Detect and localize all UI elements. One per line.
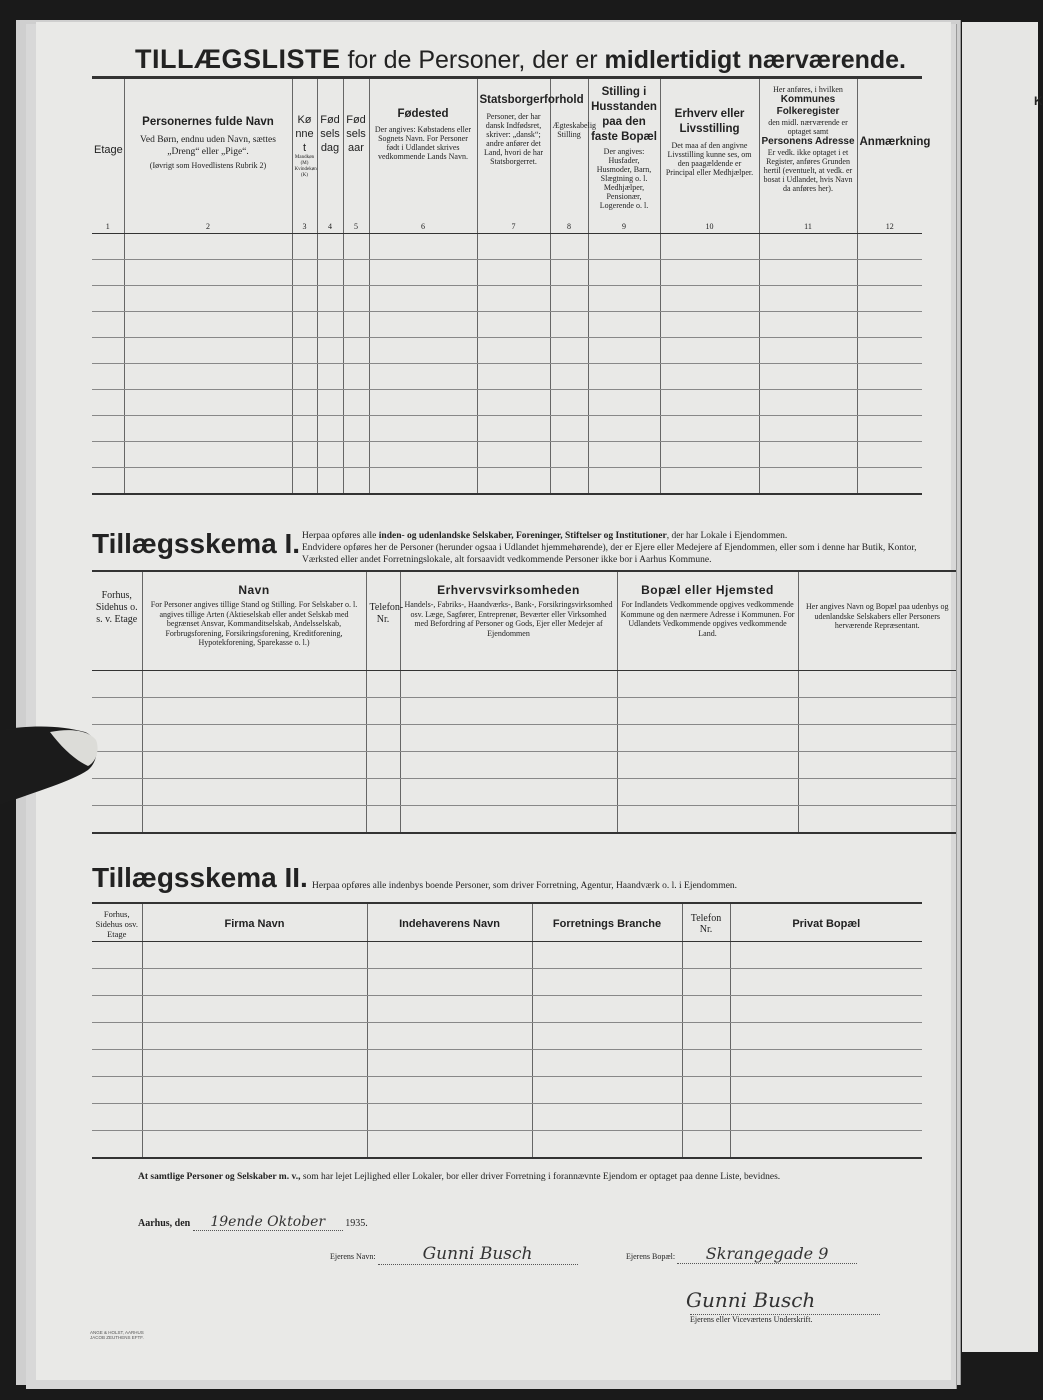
table-cell — [124, 338, 292, 364]
table-cell — [92, 364, 124, 390]
table-cell — [369, 364, 477, 390]
table-cell — [124, 312, 292, 338]
table-cell — [532, 1077, 682, 1104]
schema1-title: Tillægsskema I. — [92, 528, 301, 559]
table-cell — [532, 942, 682, 969]
table-cell — [343, 416, 369, 442]
table-cell — [367, 1023, 532, 1050]
table-cell — [588, 312, 660, 338]
table-cell — [857, 442, 922, 468]
table-cell — [92, 286, 124, 312]
schema2-title: Tillægsskema II. — [92, 862, 308, 893]
table-cell — [142, 1077, 367, 1104]
table-cell — [292, 364, 317, 390]
table-cell — [92, 468, 124, 495]
col-address: Her anføres, i hvilken Kommunes Folkeregister den midl. nærværende er optaget samt Personens Adresse Er vedk. ikke optaget i et Register, anføres Grunden hertil (eventuelt, at vedk. er bosat i Udlandet, hvis Navn da anføres her). 11 — [759, 78, 857, 234]
table-cell — [400, 725, 617, 752]
table-cell — [798, 806, 956, 834]
col-citizenship: Statsborgerforhold Personer, der har dansk Indfødsret, skriver: „dansk“; andre anfører det Land, hvori de har Statsborgerret. 7 — [477, 78, 550, 234]
table-cell — [759, 286, 857, 312]
table-cell — [367, 969, 532, 996]
table-cell — [142, 969, 367, 996]
table-cell — [367, 1131, 532, 1159]
table-cell — [142, 752, 366, 779]
table-row — [92, 806, 956, 834]
table-cell — [682, 1131, 730, 1159]
table-cell — [369, 390, 477, 416]
table-cell — [660, 312, 759, 338]
table-cell — [142, 1023, 367, 1050]
thumb-image — [0, 720, 100, 820]
table-row — [92, 338, 922, 364]
title-main: TILLÆGSLISTE — [135, 44, 341, 74]
s2-col-firm: Firma Navn — [142, 903, 367, 942]
table-cell — [682, 969, 730, 996]
s1-col-name: Navn For Personer angives tillige Stand og Stilling. For Selskaber o. l. angives tillige Arten (Aktieselskab eller andet Selskab med begrænset Ansvar, Kommanditselskab, Andelsselskab, Forbrugsforening, Forsikringsforening, Kreditforening, Hypotekforening, Sparekasse o. l.) — [142, 571, 366, 671]
table-cell — [730, 1050, 922, 1077]
table-cell — [660, 468, 759, 495]
owner-address-handwritten: Skrangegade 9 — [677, 1244, 857, 1264]
table-cell — [92, 338, 124, 364]
col-birthday: Fødselsdag 4 — [317, 78, 343, 234]
table-cell — [730, 942, 922, 969]
facing-page-letter: K — [1034, 94, 1043, 108]
title-emphasis: midlertidigt nærværende. — [604, 46, 906, 74]
table-row — [92, 752, 956, 779]
col-household: Stilling i Husstanden paa den faste Bopæl Der angives: Husfader, Husmoder, Barn, Slægtning o. l. Medhjælper, Pensionær, Logerende o. l. 9 — [588, 78, 660, 234]
table-cell — [588, 416, 660, 442]
table-cell — [759, 312, 857, 338]
table-cell — [759, 364, 857, 390]
table-cell — [292, 312, 317, 338]
table-row — [92, 286, 922, 312]
table-cell — [92, 1131, 142, 1159]
table-cell — [857, 286, 922, 312]
date-handwritten: 19ende Oktober — [193, 1214, 343, 1231]
table-cell — [588, 260, 660, 286]
title-middle: for de Personer, der er — [347, 46, 598, 74]
s1-col-phone: Telefon-Nr. — [366, 571, 400, 671]
table-cell — [660, 364, 759, 390]
table-cell — [477, 312, 550, 338]
table-cell — [588, 468, 660, 495]
s1-col-floor: Forhus, Sidehus o. s. v. Etage — [92, 571, 142, 671]
table-cell — [532, 1050, 682, 1077]
table-cell — [682, 1050, 730, 1077]
table-row — [92, 234, 922, 260]
table-cell — [550, 390, 588, 416]
table-cell — [477, 390, 550, 416]
table-cell — [759, 390, 857, 416]
table-cell — [550, 416, 588, 442]
table-cell — [617, 806, 798, 834]
table-cell — [343, 390, 369, 416]
table-row — [92, 725, 956, 752]
table-cell — [369, 260, 477, 286]
table-cell — [142, 942, 367, 969]
table-row — [92, 671, 956, 698]
table-row — [92, 442, 922, 468]
table-cell — [292, 416, 317, 442]
table-cell — [343, 364, 369, 390]
table-cell — [124, 416, 292, 442]
table-cell — [759, 442, 857, 468]
schema1-table — [92, 570, 956, 834]
schema2-rows — [92, 942, 922, 1159]
table-cell — [92, 442, 124, 468]
table-cell — [550, 260, 588, 286]
table-cell — [142, 996, 367, 1023]
s2-col-owner: Indehaverens Navn — [367, 903, 532, 942]
s2-col-floor: Forhus, Sidehus osv. Etage — [92, 903, 142, 942]
table-cell — [142, 779, 366, 806]
table-row — [92, 416, 922, 442]
table-cell — [366, 725, 400, 752]
table-cell — [588, 442, 660, 468]
table-cell — [317, 338, 343, 364]
table-cell — [617, 698, 798, 725]
table-cell — [369, 338, 477, 364]
main-supplement-table — [92, 76, 931, 495]
owner-name-line: Ejerens Navn: Gunni Busch — [330, 1244, 578, 1265]
table-cell — [124, 286, 292, 312]
table-cell — [343, 312, 369, 338]
table-cell — [857, 338, 922, 364]
table-cell — [550, 468, 588, 495]
table-row — [92, 996, 922, 1023]
table-cell — [660, 260, 759, 286]
table-cell — [730, 996, 922, 1023]
col-birthyear: Fødselsaar 5 — [343, 78, 369, 234]
table-cell — [369, 312, 477, 338]
table-row — [92, 1023, 922, 1050]
table-cell — [660, 390, 759, 416]
s1-col-residence: Bopæl eller Hjemsted For Indlandets Vedkommende opgives vedkommende Kommune og den nærmere Adresse i Kommunen. For Udlandets Vedkommende opgives vedkommende Land. — [617, 571, 798, 671]
table-cell — [92, 1023, 142, 1050]
table-cell — [366, 752, 400, 779]
table-cell — [617, 752, 798, 779]
table-cell — [617, 671, 798, 698]
table-cell — [292, 260, 317, 286]
table-cell — [317, 286, 343, 312]
col-name: Personernes fulde Navn Ved Børn, endnu uden Navn, sættes „Dreng“ eller „Pige“. (Iøvrigt som Hovedlistens Rubrik 2) 2 — [124, 78, 292, 234]
table-cell — [124, 442, 292, 468]
table-cell — [369, 416, 477, 442]
table-cell — [343, 468, 369, 495]
table-cell — [660, 234, 759, 260]
table-cell — [92, 671, 142, 698]
schema1-rows — [92, 671, 956, 834]
table-cell — [142, 725, 366, 752]
table-cell — [367, 1104, 532, 1131]
table-cell — [366, 671, 400, 698]
table-cell — [343, 338, 369, 364]
col-birthplace: Fødested Der angives: Købstadens eller Sognets Navn. For Personer født i Udlandet skrives vedkommende Lands Navn. 6 — [369, 78, 477, 234]
table-cell — [682, 942, 730, 969]
table-cell — [730, 969, 922, 996]
table-row — [92, 468, 922, 495]
table-cell — [369, 234, 477, 260]
table-cell — [142, 671, 366, 698]
table-cell — [343, 286, 369, 312]
table-cell — [317, 234, 343, 260]
table-cell — [550, 286, 588, 312]
printer-mark: ANGE & HOLST, AARHUS JACOB ZEUTHENS EFTF. — [90, 1330, 144, 1340]
table-row — [92, 779, 956, 806]
table-row — [92, 1050, 922, 1077]
table-cell — [124, 364, 292, 390]
table-cell — [124, 390, 292, 416]
table-cell — [292, 286, 317, 312]
table-cell — [857, 390, 922, 416]
table-cell — [142, 1131, 367, 1159]
table-cell — [857, 364, 922, 390]
table-cell — [124, 260, 292, 286]
table-cell — [400, 779, 617, 806]
table-cell — [477, 364, 550, 390]
table-cell — [660, 338, 759, 364]
table-cell — [343, 234, 369, 260]
table-cell — [477, 442, 550, 468]
table-row — [92, 1077, 922, 1104]
table-cell — [366, 779, 400, 806]
schema1-description: Herpaa opføres alle inden- og udenlandske Selskaber, Foreninger, Stiftelser og Institutioner, der har Lokale i Ejendommen. Endvidere opføres her de Personer (herunder ogsaa i Udlandet hjemmehørende), der er Ejere eller Medejere af Ejendommen, eller som i denne har Butik, Kontor, Værksted eller andet Forretningslokale, alt forsaavidt vedkommende Personer ikke bor i Aarhus Kommune. — [302, 531, 917, 565]
table-cell — [730, 1077, 922, 1104]
table-cell — [588, 390, 660, 416]
table-cell — [550, 364, 588, 390]
table-cell — [857, 468, 922, 495]
table-row — [92, 390, 922, 416]
col-etage: Etage 1 — [92, 78, 124, 234]
table-cell — [92, 942, 142, 969]
table-cell — [730, 1104, 922, 1131]
schema2-description: Herpaa opføres alle indenbys boende Personer, som driver Forretning, Agentur, Haandværk o. l. i Ejendommen. — [312, 881, 738, 891]
table-cell — [798, 698, 956, 725]
table-cell — [857, 416, 922, 442]
table-cell — [317, 312, 343, 338]
table-cell — [532, 969, 682, 996]
table-row — [92, 942, 922, 969]
table-cell — [366, 806, 400, 834]
table-cell — [400, 752, 617, 779]
table-cell — [588, 286, 660, 312]
table-cell — [617, 779, 798, 806]
table-cell — [317, 468, 343, 495]
table-cell — [317, 416, 343, 442]
table-cell — [660, 286, 759, 312]
table-cell — [532, 1104, 682, 1131]
table-cell — [317, 442, 343, 468]
table-cell — [92, 260, 124, 286]
table-cell — [857, 312, 922, 338]
table-cell — [550, 312, 588, 338]
owner-address-line: Ejerens Bopæl: Skrangegade 9 — [626, 1244, 857, 1264]
col-remarks: Anmærkning 12 — [857, 78, 922, 234]
table-cell — [367, 1050, 532, 1077]
table-cell — [92, 390, 124, 416]
table-cell — [477, 416, 550, 442]
table-cell — [532, 1131, 682, 1159]
s1-col-business: Erhvervsvirksomheden Handels-, Fabriks-, Haandværks-, Bank-, Forsikringsvirksomhed osv. Læge, Sagfører, Entreprenør, Beværter eller Virksomhed med Befordring af Personer og Gods, Ejer eller Medejer af Ejendommen — [400, 571, 617, 671]
table-cell — [857, 260, 922, 286]
s2-col-private-address: Privat Bopæl — [730, 903, 922, 942]
table-cell — [550, 442, 588, 468]
table-cell — [292, 338, 317, 364]
table-cell — [660, 416, 759, 442]
table-cell — [317, 390, 343, 416]
table-cell — [477, 234, 550, 260]
table-cell — [759, 416, 857, 442]
table-cell — [798, 671, 956, 698]
table1-rows — [92, 234, 922, 495]
table-cell — [759, 260, 857, 286]
table-row — [92, 312, 922, 338]
table-cell — [550, 338, 588, 364]
col-marital: Ægteskabelig Stilling 8 — [550, 78, 588, 234]
signature-label: Ejerens eller Viceværtens Underskrift. — [690, 1314, 880, 1324]
table-cell — [617, 725, 798, 752]
col-gender: Kønnet Mandkøn (M) Kvindekøn (K) 3 — [292, 78, 317, 234]
table-cell — [366, 698, 400, 725]
table-cell — [588, 364, 660, 390]
table-cell — [367, 996, 532, 1023]
table-cell — [759, 338, 857, 364]
table-cell — [759, 468, 857, 495]
table-cell — [532, 996, 682, 1023]
table-cell — [142, 806, 366, 834]
table-cell — [292, 468, 317, 495]
table-cell — [142, 698, 366, 725]
table-row — [92, 364, 922, 390]
table-cell — [292, 442, 317, 468]
table-row — [92, 1104, 922, 1131]
table-cell — [124, 468, 292, 495]
table-cell — [400, 671, 617, 698]
table-cell — [730, 1131, 922, 1159]
s2-col-branch: Forretnings Branche — [532, 903, 682, 942]
signature-handwritten: Gunni Busch — [686, 1288, 816, 1312]
table-cell — [92, 996, 142, 1023]
table-cell — [92, 1077, 142, 1104]
table-cell — [369, 442, 477, 468]
date-line: Aarhus, den 19ende Oktober 1935. — [138, 1214, 368, 1230]
table-cell — [682, 1077, 730, 1104]
s1-col-representative: Her angives Navn og Bopæl paa udenbys og udenlandske Selskabers eller Personers herværende Repræsentant. — [798, 571, 956, 671]
table-cell — [292, 390, 317, 416]
table-cell — [400, 698, 617, 725]
table-cell — [477, 468, 550, 495]
table-cell — [317, 260, 343, 286]
table-cell — [588, 338, 660, 364]
table-cell — [682, 996, 730, 1023]
table-cell — [798, 752, 956, 779]
table-cell — [317, 364, 343, 390]
form-title — [135, 44, 925, 75]
table-cell — [477, 338, 550, 364]
table-cell — [92, 1104, 142, 1131]
table-cell — [660, 442, 759, 468]
table-cell — [550, 234, 588, 260]
table-cell — [92, 312, 124, 338]
table-cell — [682, 1023, 730, 1050]
table-cell — [92, 234, 124, 260]
table-cell — [798, 779, 956, 806]
table-row — [92, 260, 922, 286]
schema2-table — [92, 902, 922, 1159]
table-cell — [857, 234, 922, 260]
table-cell — [292, 234, 317, 260]
facing-page — [962, 22, 1043, 1352]
s2-col-phone: Telefon Nr. — [682, 903, 730, 942]
table-cell — [124, 234, 292, 260]
table-cell — [142, 1104, 367, 1131]
table-row — [92, 698, 956, 725]
table-row — [92, 969, 922, 996]
table-cell — [343, 260, 369, 286]
table-cell — [369, 286, 477, 312]
certification-statement: At samtlige Personer og Selskaber m. v., som har lejet Lejlighed eller Lokaler, bor eller driver Forretning i forannævnte Ejendom er optaget paa denne Liste, bevidnes. — [138, 1172, 781, 1182]
table-cell — [142, 1050, 367, 1077]
table-cell — [367, 942, 532, 969]
table-cell — [369, 468, 477, 495]
table-cell — [759, 234, 857, 260]
table-cell — [730, 1023, 922, 1050]
table-row — [92, 1131, 922, 1159]
table-cell — [92, 1050, 142, 1077]
table-cell — [682, 1104, 730, 1131]
table-cell — [588, 234, 660, 260]
table-cell — [92, 969, 142, 996]
table-cell — [92, 416, 124, 442]
table-cell — [532, 1023, 682, 1050]
table-cell — [343, 442, 369, 468]
table-cell — [477, 286, 550, 312]
owner-name-handwritten: Gunni Busch — [378, 1244, 578, 1265]
col-occupation: Erhverv eller Livsstilling Det maa af den angivne Livsstilling kunne ses, om den paagældende er Principal eller Medhjælper. 10 — [660, 78, 759, 234]
table-cell — [798, 725, 956, 752]
table-cell — [367, 1077, 532, 1104]
table-cell — [400, 806, 617, 834]
table-cell — [477, 260, 550, 286]
